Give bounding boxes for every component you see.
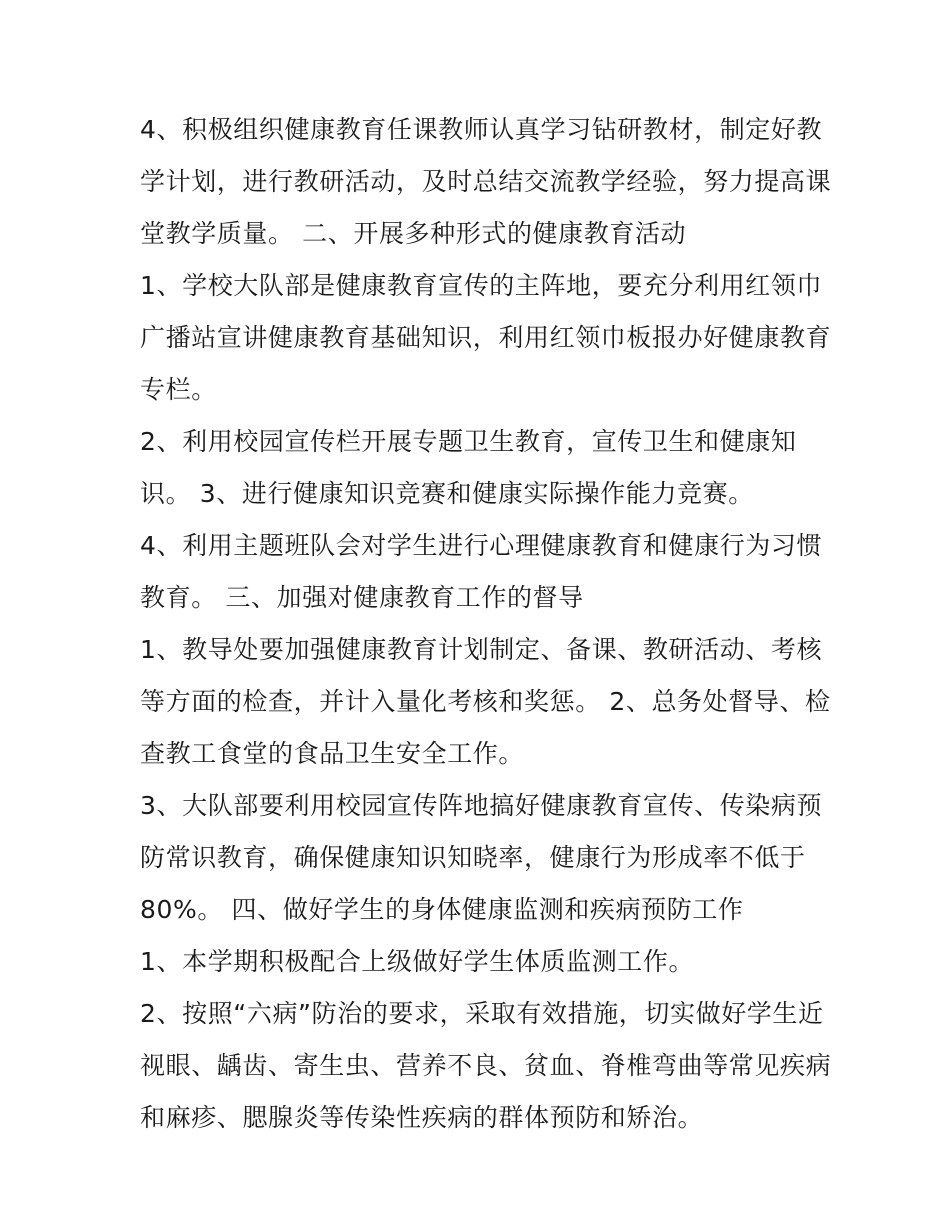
text-line: 视眼、龋齿、寄生虫、营养不良、贫血、脊椎弯曲等常见疾病: [140, 1051, 832, 1080]
text-line: 广播站宣讲健康教育基础知识，利用红领巾板报办好健康教育: [140, 323, 832, 352]
text-line: 1、学校大队部是健康教育宣传的主阵地，要充分利用红领巾: [140, 271, 823, 300]
text-line: 3、大队部要利用校园宣传阵地搞好健康教育宣传、传染病预: [140, 791, 823, 820]
text-line: 教育。 三、加强对健康教育工作的督导: [140, 583, 584, 612]
text-line: 2、按照“六病”防治的要求，采取有效措施，切实做好学生近: [140, 999, 824, 1028]
text-line: 4、利用主题班队会对学生进行心理健康教育和健康行为习惯: [140, 531, 823, 560]
text-line: 1、本学期积极配合上级做好学生体质监测工作。: [140, 947, 695, 976]
text-line: 堂教学质量。 二、开展多种形式的健康教育活动: [140, 219, 687, 248]
text-line: 防常识教育，确保健康知识知晓率，健康行为形成率不低于: [140, 843, 806, 872]
text-line: 1、教导处要加强健康教育计划制定、备课、教研活动、考核: [140, 635, 823, 664]
text-line: 专栏。: [140, 375, 217, 404]
text-line: 识。 3、进行健康知识竞赛和健康实际操作能力竞赛。: [140, 479, 754, 508]
text-line: 和麻疹、腮腺炎等传染性疾病的群体预防和矫治。: [140, 1103, 704, 1132]
text-line: 2、利用校园宣传栏开展专题卫生教育，宣传卫生和健康知: [140, 427, 797, 456]
text-line: 等方面的检查，并计入量化考核和奖惩。 2、总务处督导、检: [140, 687, 831, 716]
document-page: [140, 104, 840, 1144]
text-line: 学计划，进行教研活动，及时总结交流教学经验，努力提高课: [140, 167, 832, 196]
text-line: 80%。 四、做好学生的身体健康监测和疾病预防工作: [140, 895, 744, 924]
text-line: 4、积极组织健康教育任课教师认真学习钻研教材，制定好教: [140, 115, 823, 144]
text-line: 查教工食堂的食品卫生安全工作。: [140, 739, 525, 768]
